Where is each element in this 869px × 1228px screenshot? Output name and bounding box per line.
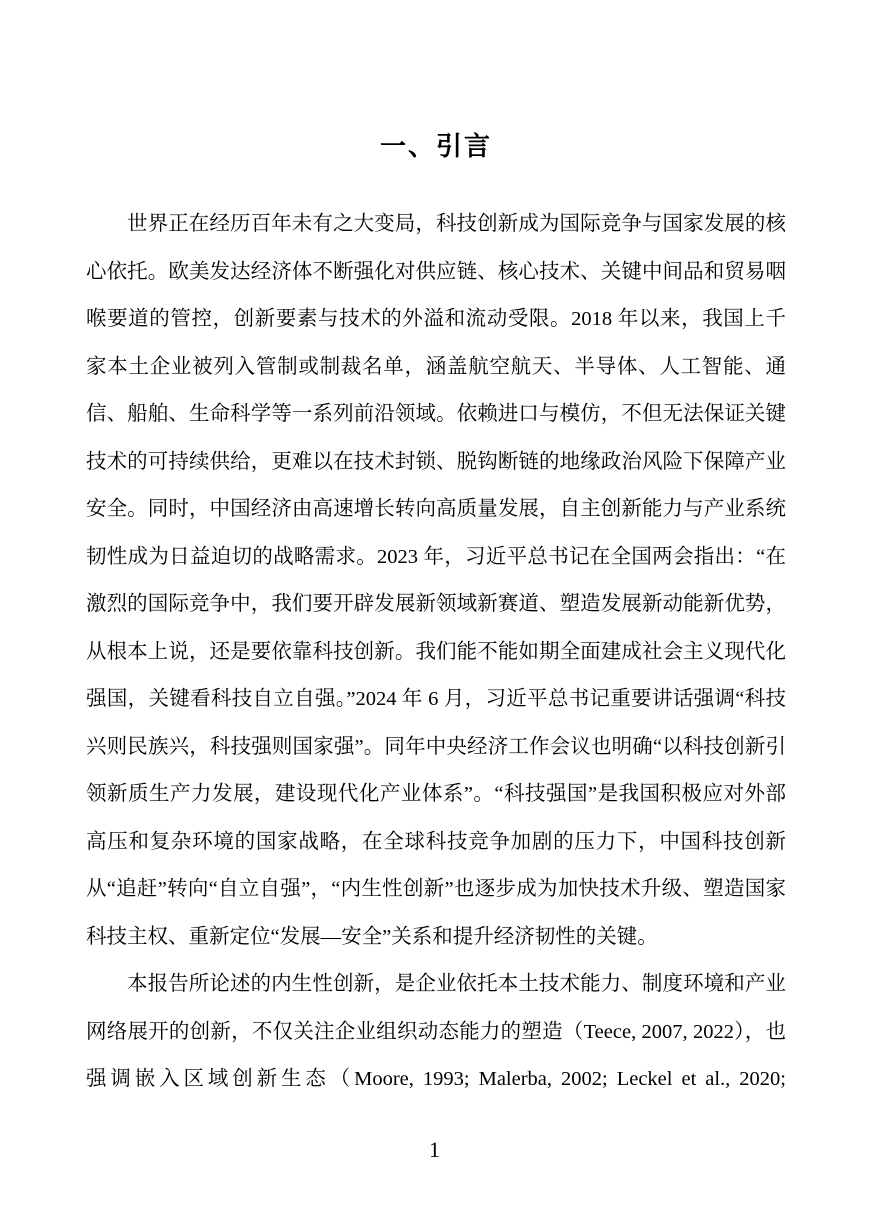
paragraph-endogenous-innovation: 本报告所论述的内生性创新，是企业依托本土技术能力、制度环境和产业网络展开的创新，不仅关注企业组织动态能力的塑造（Teece, 2007, 2022），也强调嵌入区域创新生态（Moore, 1993; Malerba, 2002; Leckel et al., 2020; bbox=[86, 973, 786, 1090]
page-content bbox=[86, 0, 786, 1104]
section-heading: 一、引言 bbox=[379, 131, 492, 161]
paragraph-introduction-context: 世界正在经历百年未有之大变局，科技创新成为国际竞争与国家发展的核心依托。欧美发达经济体不断强化对供应链、核心技术、关键中间品和贸易咽喉要道的管控，创新要素与技术的外溢和流动受限。2018 年以来，我国上千家本土企业被列入管制或制裁名单，涵盖航空航天、半导体、人工智能、通信、船舶、生命科学等一系列前沿领域。依赖进口与模仿，不但无法保证关键技术的可持续供给，更难以在技术封锁、脱钩断链的地缘政治风险下保障产业安全。同时，中国经济由高速增长转向高质量发展，自主创新能力与产业系统韧性成为日益迫切的战略需求。2023 年，习近平总书记在全国两会指出：“在激烈的国际竞争中，我们要开辟发展新领域新赛道、塑造发展新动能新优势，从根本上说，还是要依靠科技创新。我们能不能如期全面建成社会主义现代化强国，关键看科技自立自强。”2024 年 6 月，习近平总书记重要讲话强调“科技兴则民族兴，科技强则国家强”。同年中央经济工作会议也明确“以科技创新引领新质生产力发展，建设现代化产业体系”。“科技强国”是我国积极应对外部高压和复杂环境的国家战略，在全球科技竞争加剧的压力下，中国科技创新从“追赶”转向“自立自强”，“内生性创新”也逐步成为加快技术升级、塑造国家科技主权、重新定位“发展—安全”关系和提升经济韧性的关键。 bbox=[86, 213, 786, 948]
page-number: 1 bbox=[429, 1137, 440, 1162]
